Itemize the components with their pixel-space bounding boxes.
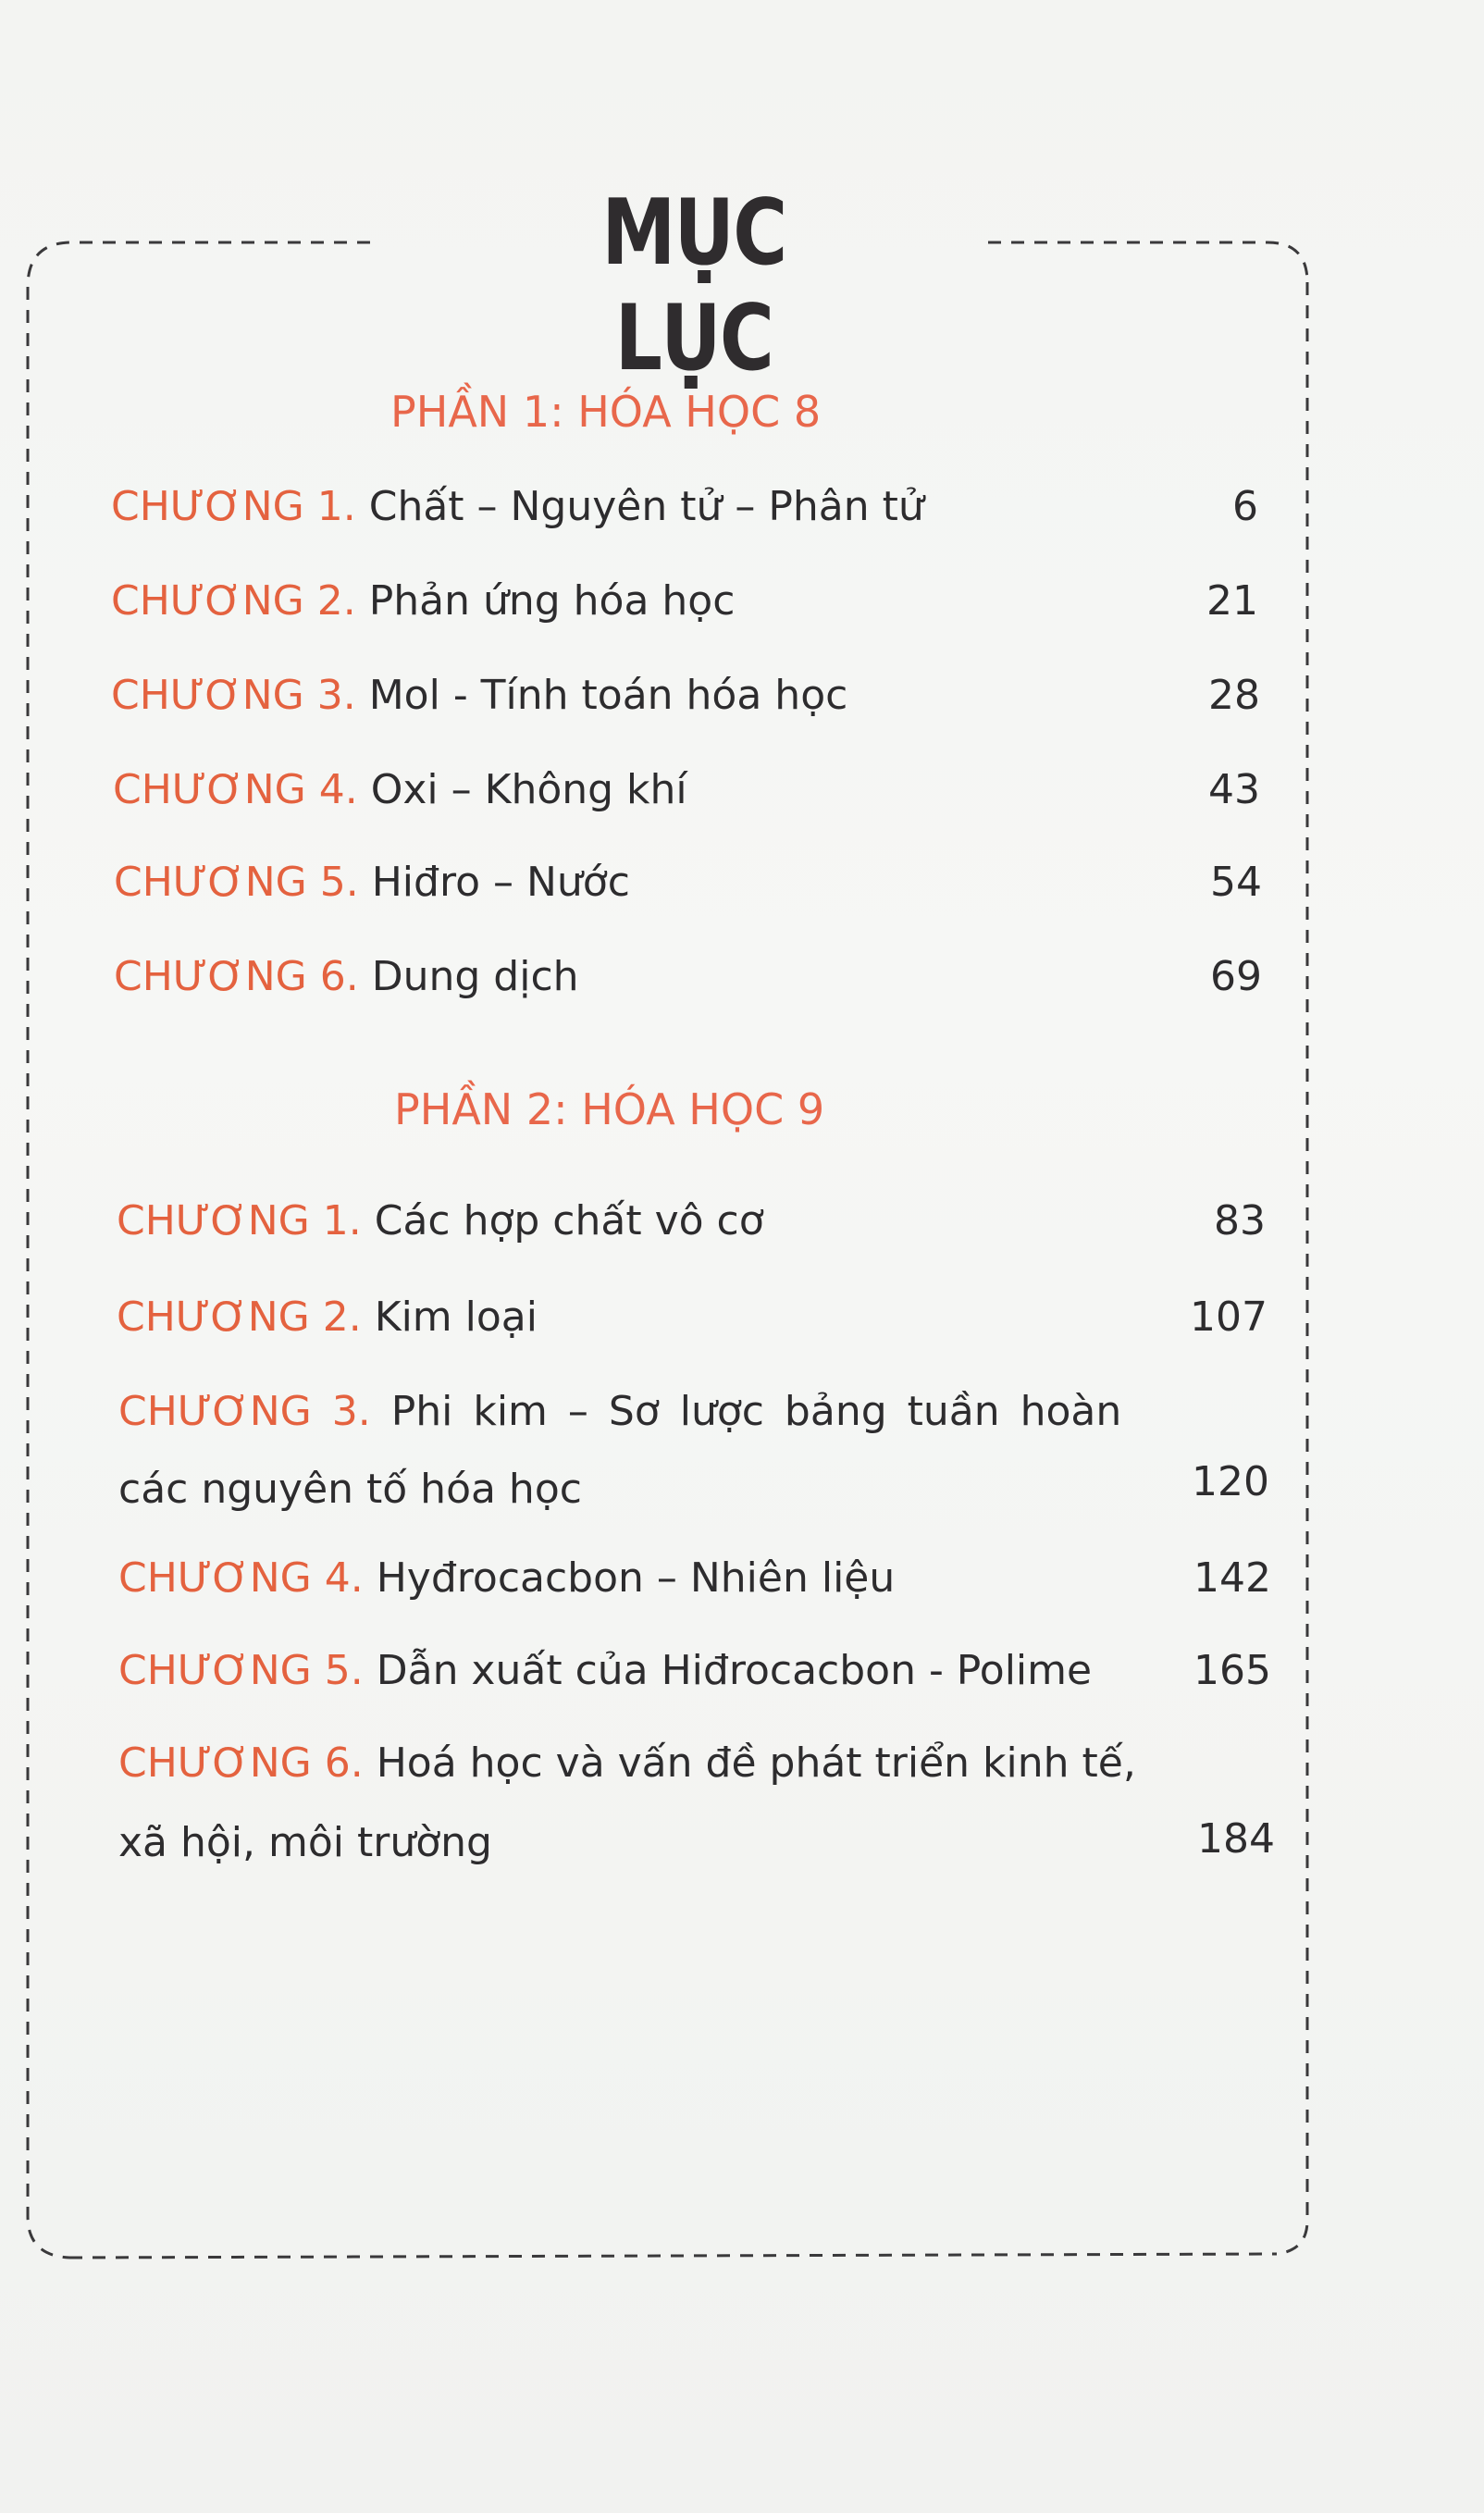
page-number: 83 bbox=[1214, 1197, 1266, 1244]
chapter-label: CHƯƠNG 2. bbox=[117, 1294, 362, 1341]
chapter-label: CHƯƠNG 1. bbox=[111, 483, 356, 530]
page-number: 43 bbox=[1208, 766, 1260, 813]
chapter-label: CHƯƠNG 3. bbox=[118, 1388, 371, 1435]
chapter-title: Mol - Tính toán hóa học bbox=[368, 672, 848, 719]
part-2-title: PHẦN 2: HÓA HỌC 9 bbox=[394, 1084, 825, 1134]
chapter-title: Các hợp chất vô cơ bbox=[374, 1197, 764, 1244]
chapter-label: CHƯƠNG 6. bbox=[114, 953, 359, 1000]
chapter-label: CHƯƠNG 5. bbox=[114, 859, 359, 906]
page-number: 28 bbox=[1208, 672, 1260, 719]
chapter-title: Dung dịch bbox=[371, 953, 579, 1000]
chapter-title: Dẫn xuất của Hiđrocacbon - Polime bbox=[376, 1647, 1093, 1694]
page-number: 142 bbox=[1193, 1554, 1271, 1602]
chapter-title-continued: xã hội, môi trường bbox=[118, 1819, 492, 1866]
page-number: 21 bbox=[1206, 577, 1258, 625]
chapter-title: Phản ứng hóa học bbox=[368, 577, 736, 625]
page-number: 120 bbox=[1192, 1458, 1269, 1505]
chapter-label: CHƯƠNG 4. bbox=[113, 766, 358, 813]
chapter-title: Kim loại bbox=[374, 1294, 538, 1341]
page-number: 107 bbox=[1190, 1294, 1268, 1341]
page-number: 165 bbox=[1193, 1647, 1271, 1694]
page-title: MỤC LỤC bbox=[601, 180, 786, 391]
chapter-label: CHƯƠNG 6. bbox=[118, 1739, 364, 1787]
page-number: 69 bbox=[1210, 953, 1262, 1000]
chapter-label: CHƯƠNG 4. bbox=[118, 1554, 364, 1602]
chapter-label: CHƯƠNG 3. bbox=[111, 672, 356, 719]
page-number: 54 bbox=[1210, 859, 1262, 906]
chapter-label: CHƯƠNG 5. bbox=[118, 1647, 364, 1694]
chapter-title: Hoá học và vấn đề phát triển kinh tế, bbox=[376, 1739, 1136, 1787]
chapter-title-continued: các nguyên tố hóa học bbox=[118, 1466, 582, 1513]
chapter-title: Chất – Nguyên tử – Phân tử bbox=[368, 483, 924, 530]
chapter-title: Hyđrocacbon – Nhiên liệu bbox=[376, 1554, 896, 1602]
chapter-label: CHƯƠNG 2. bbox=[111, 577, 356, 625]
part-1-title: PHẦN 1: HÓA HỌC 8 bbox=[390, 387, 822, 437]
chapter-label: CHƯƠNG 1. bbox=[117, 1197, 362, 1244]
chapter-title: Phi kim – Sơ lược bảng tuần hoàn bbox=[390, 1388, 1122, 1435]
chapter-title: Hiđro – Nước bbox=[371, 859, 630, 906]
chapter-title: Oxi – Không khí bbox=[370, 766, 687, 813]
page-number: 184 bbox=[1197, 1815, 1275, 1863]
page-number: 6 bbox=[1232, 483, 1258, 530]
